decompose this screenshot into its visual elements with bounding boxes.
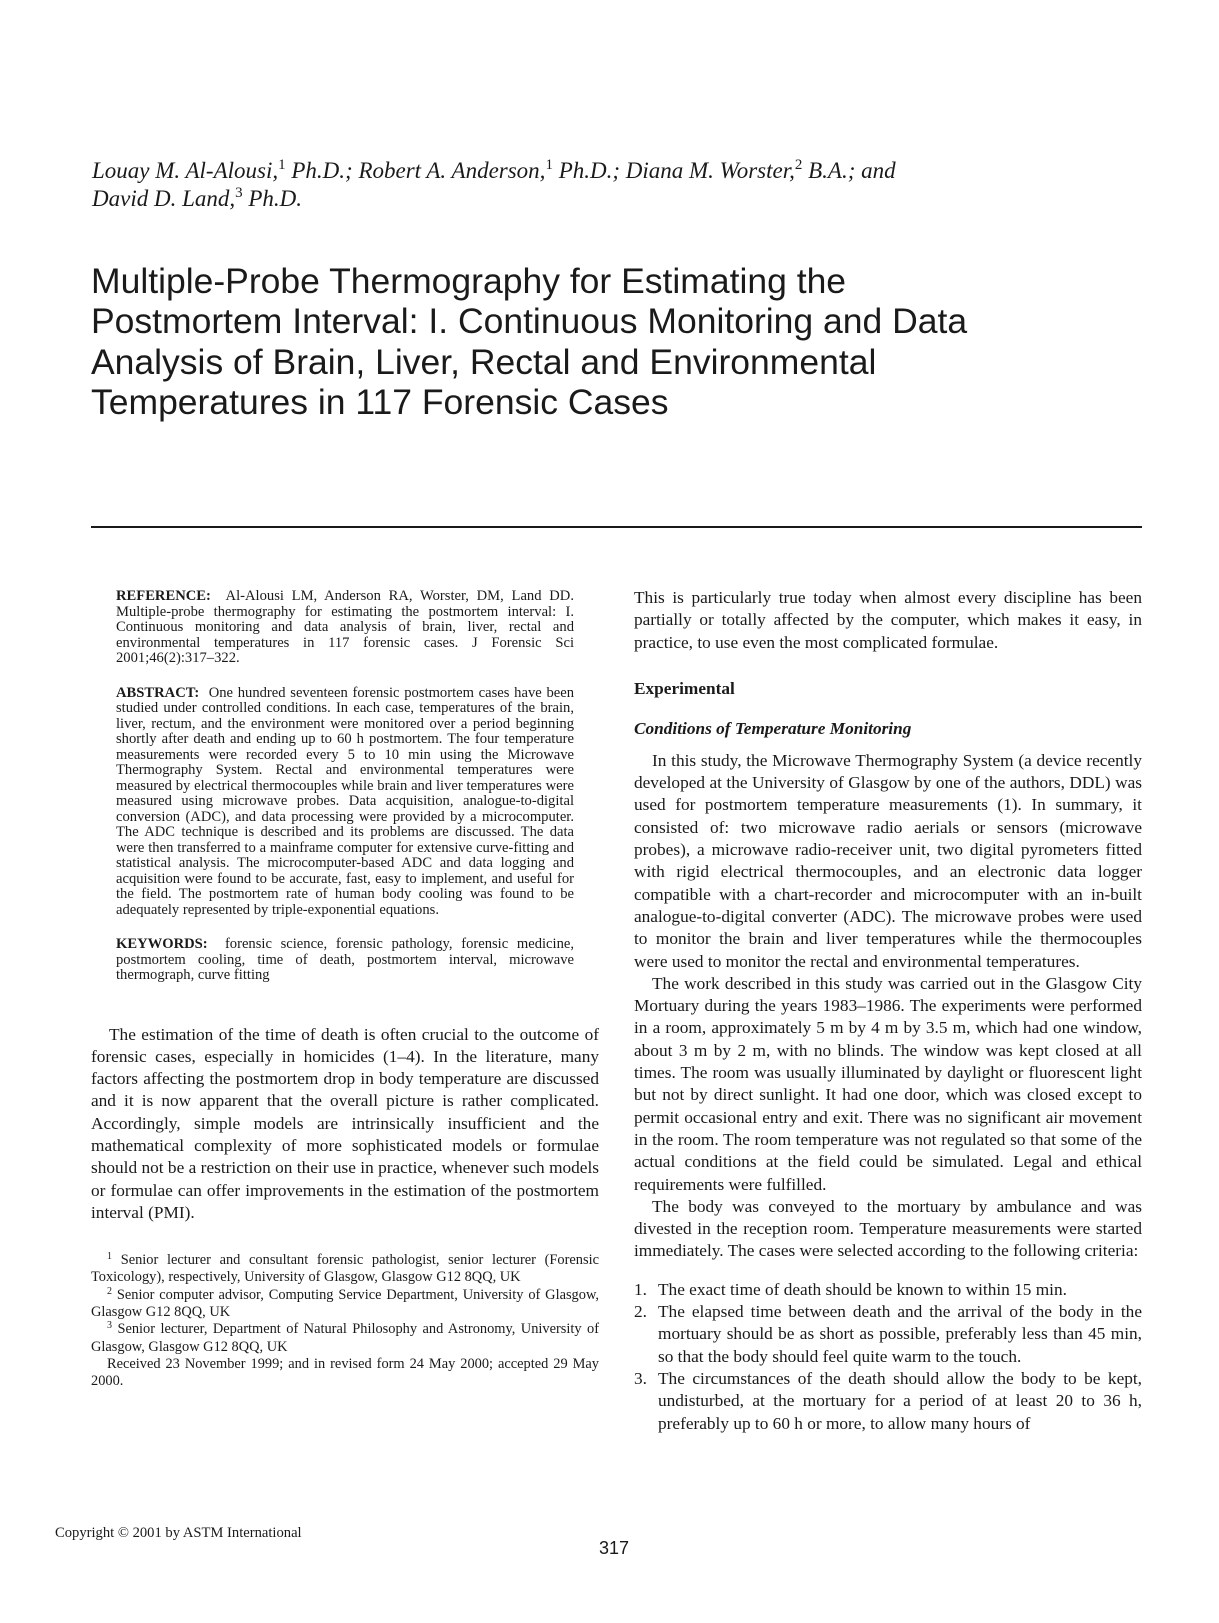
author-name: Louay M. Al-Alousi, xyxy=(92,158,279,183)
affiliation-marker: 1 xyxy=(278,157,286,173)
body-paragraph: The work described in this study was carried out in the Glasgow City Mortuary during the years 1983–1986. The experiments were performed in a room, approximately 5 m by 4 m by 3.5 m, which had one window, about 3 m by 2 m, with no blinds. The window was kept closed at all times. The room was usually illuminated by daylight or fluorescent light but not by direct sunlight. It had one door, which was closed except to permit occasional entry and exit. There was no significant air movement in the room. The room temperature was not regulated so that some of the actual conditions at the field could be simulated. Legal and ethical requirements were fulfilled. xyxy=(634,973,1142,1194)
footnote-marker: 1 xyxy=(107,1251,112,1263)
reference-text: Al-Alousi LM, Anderson RA, Worster, DM, Land DD. Multiple-probe thermography for estimating the postmortem interval: I. Continuous monitoring and data analysis of brain, liver, rectal and environmental temperatures in 117 forensic cases. J Forensic Sci 2001;46(2):317–322. xyxy=(116,588,574,666)
list-item xyxy=(634,1368,1142,1435)
section-heading: Experimental xyxy=(634,678,735,698)
body-paragraph: In this study, the Microwave Thermography System (a device recently developed at the University of Glasgow by one of the authors, DDL) was used for postmortem temperature measurements (1). In summary, it consisted of: two microwave radio aerials or sensors (microwave probes), a microwave radio-receiver unit, two digital pyrometers fitted with rigid electrical thermocouples, and an electronic data logger compatible with a chart-recorder and microcomputer with an in-built analogue-to-digital converter (ADC). The microwave probes were used to monitor the brain and liver temperatures while the thermocouples were used to monitor the rectal and environmental temperatures. xyxy=(634,750,1142,971)
author-degree: Ph.D.; xyxy=(552,158,626,183)
continuation-paragraph: This is particularly true today when almost every discipline has been partially or totally affected by the computer, which makes it easy, in practice, to use even the most complicated formulae. xyxy=(634,588,1142,652)
keywords-block xyxy=(116,937,574,984)
title-divider xyxy=(91,526,1142,528)
list-item xyxy=(634,1301,1142,1368)
intro-paragraph: The estimation of the time of death is often crucial to the outcome of forensic cases, especially in homicides (1–4). In the literature, many factors affecting the postmortem drop in body temperature are discussed and it is now apparent that the overall picture is rather complicated. Accordingly, simple models are intrinsically insufficient and the mathematical complexity of more sophisticated models or formulae should not be a restriction on their use in practice, whenever such models or formulae can offer improvements in the estimation of the postmortem interval (PMI). xyxy=(91,1024,599,1222)
author-name: Robert A. Anderson, xyxy=(358,158,546,183)
author-name: Diana M. Worster, xyxy=(625,158,795,183)
left-column xyxy=(91,589,599,1391)
list-text: The elapsed time between death and the arrival of the body in the mortuary should be as short as possible, preferably less than 45 min, so that the body should feel quite warm to the touch. xyxy=(658,1302,1142,1366)
keywords-text: forensic science, forensic pathology, forensic medicine, postmortem cooling, time of death, postmortem interval, microwave thermograph, curve fitting xyxy=(116,936,575,983)
footnote-text: Senior lecturer and consultant forensic pathologist, senior lecturer (Forensic Toxicology), respectively, University of Glasgow, Glasgow G12 8QQ, UK xyxy=(91,1252,599,1286)
reference-block xyxy=(116,589,574,667)
list-number: 1. xyxy=(634,1279,647,1299)
copyright-notice: Copyright © 2001 by ASTM International xyxy=(55,1525,302,1541)
footnote-marker: 3 xyxy=(107,1320,112,1332)
abstract-label: ABSTRACT: xyxy=(116,684,200,701)
footnote-marker: 2 xyxy=(107,1285,112,1297)
list-text: The circumstances of the death should allow the body to be kept, undisturbed, at the mortuary for a period of at least 20 to 36 h, preferably up to 60 h or more, to allow many hours of xyxy=(658,1368,1142,1433)
abstract-block xyxy=(116,686,574,919)
affiliation-marker: 3 xyxy=(235,185,243,201)
footnote-2 xyxy=(91,1287,599,1322)
criteria-list xyxy=(634,1279,1142,1435)
affiliation-marker: 2 xyxy=(794,157,803,173)
author-degree: Ph.D.; xyxy=(285,158,359,183)
list-item xyxy=(634,1279,1142,1301)
received-dates: Received 23 November 1999; and in revised form 24 May 2000; accepted 29 May 2000. xyxy=(91,1355,599,1390)
page-number: 317 xyxy=(599,1538,630,1558)
footnote-3 xyxy=(91,1321,599,1356)
author-name: David D. Land, xyxy=(92,186,236,211)
paper-title: Multiple-Probe Thermography for Estimating the Postmortem Interval: I. Continuous Monitoring and Data Analysis of Brain, Liver, Rectal and Environmental Temperatures in 117 Forensic Cases xyxy=(91,261,968,422)
right-column xyxy=(634,587,1142,1435)
footnote-1 xyxy=(91,1252,599,1287)
footnote-text: Senior computer advisor, Computing Service Department, University of Glasgow, Glasgow G12 8QQ, UK xyxy=(91,1286,599,1321)
author-degree: B.A.; and xyxy=(802,158,896,183)
reference-label: REFERENCE: xyxy=(116,588,211,604)
list-text: The exact time of death should be known to within 15 min. xyxy=(658,1279,1067,1299)
author-list xyxy=(92,157,1092,213)
list-number: 3. xyxy=(634,1368,647,1388)
author-degree: Ph.D. xyxy=(242,186,303,211)
list-number: 2. xyxy=(634,1302,647,1322)
abstract-text: One hundred seventeen forensic postmortem cases have been studied under controlled conditions. In each case, temperatures of the brain, liver, rectum, and the environment were monitored over a period beginning shortly after death and ending up to 60 h postmortem. The four temperature measurements were recorded every 5 to 10 min using the Microwave Thermography System. Rectal and environmental temperatures were measured by electrical thermocouples while brain and liver temperatures were measured using microwave probes. Data acquisition, analogue-to-digital conversion (ADC), and data processing were provided by a microcomputer. The ADC technique is described and its problems are discussed. The data were then transferred to a mainframe computer for extensive curve-fitting and statistical analysis. The microcomputer-based ADC and data logging and acquisition were found to be accurate, fast, easy to implement, and useful for the field. The postmortem rate of human body cooling was found to be adequately represented by triple-exponential equations. xyxy=(116,684,574,918)
footnotes xyxy=(91,1252,599,1390)
footnote-text: Senior lecturer, Department of Natural Philosophy and Astronomy, University of Glasgow, Glasgow G12 8QQ, UK xyxy=(91,1321,599,1355)
subsection-heading: Conditions of Temperature Monitoring xyxy=(634,718,912,738)
affiliation-marker: 1 xyxy=(545,157,553,173)
body-paragraph: The body was conveyed to the mortuary by ambulance and was divested in the reception room. Temperature measurements were started immediately. The cases were selected according to the following criteria: xyxy=(634,1196,1142,1261)
keywords-label: KEYWORDS: xyxy=(116,936,208,952)
